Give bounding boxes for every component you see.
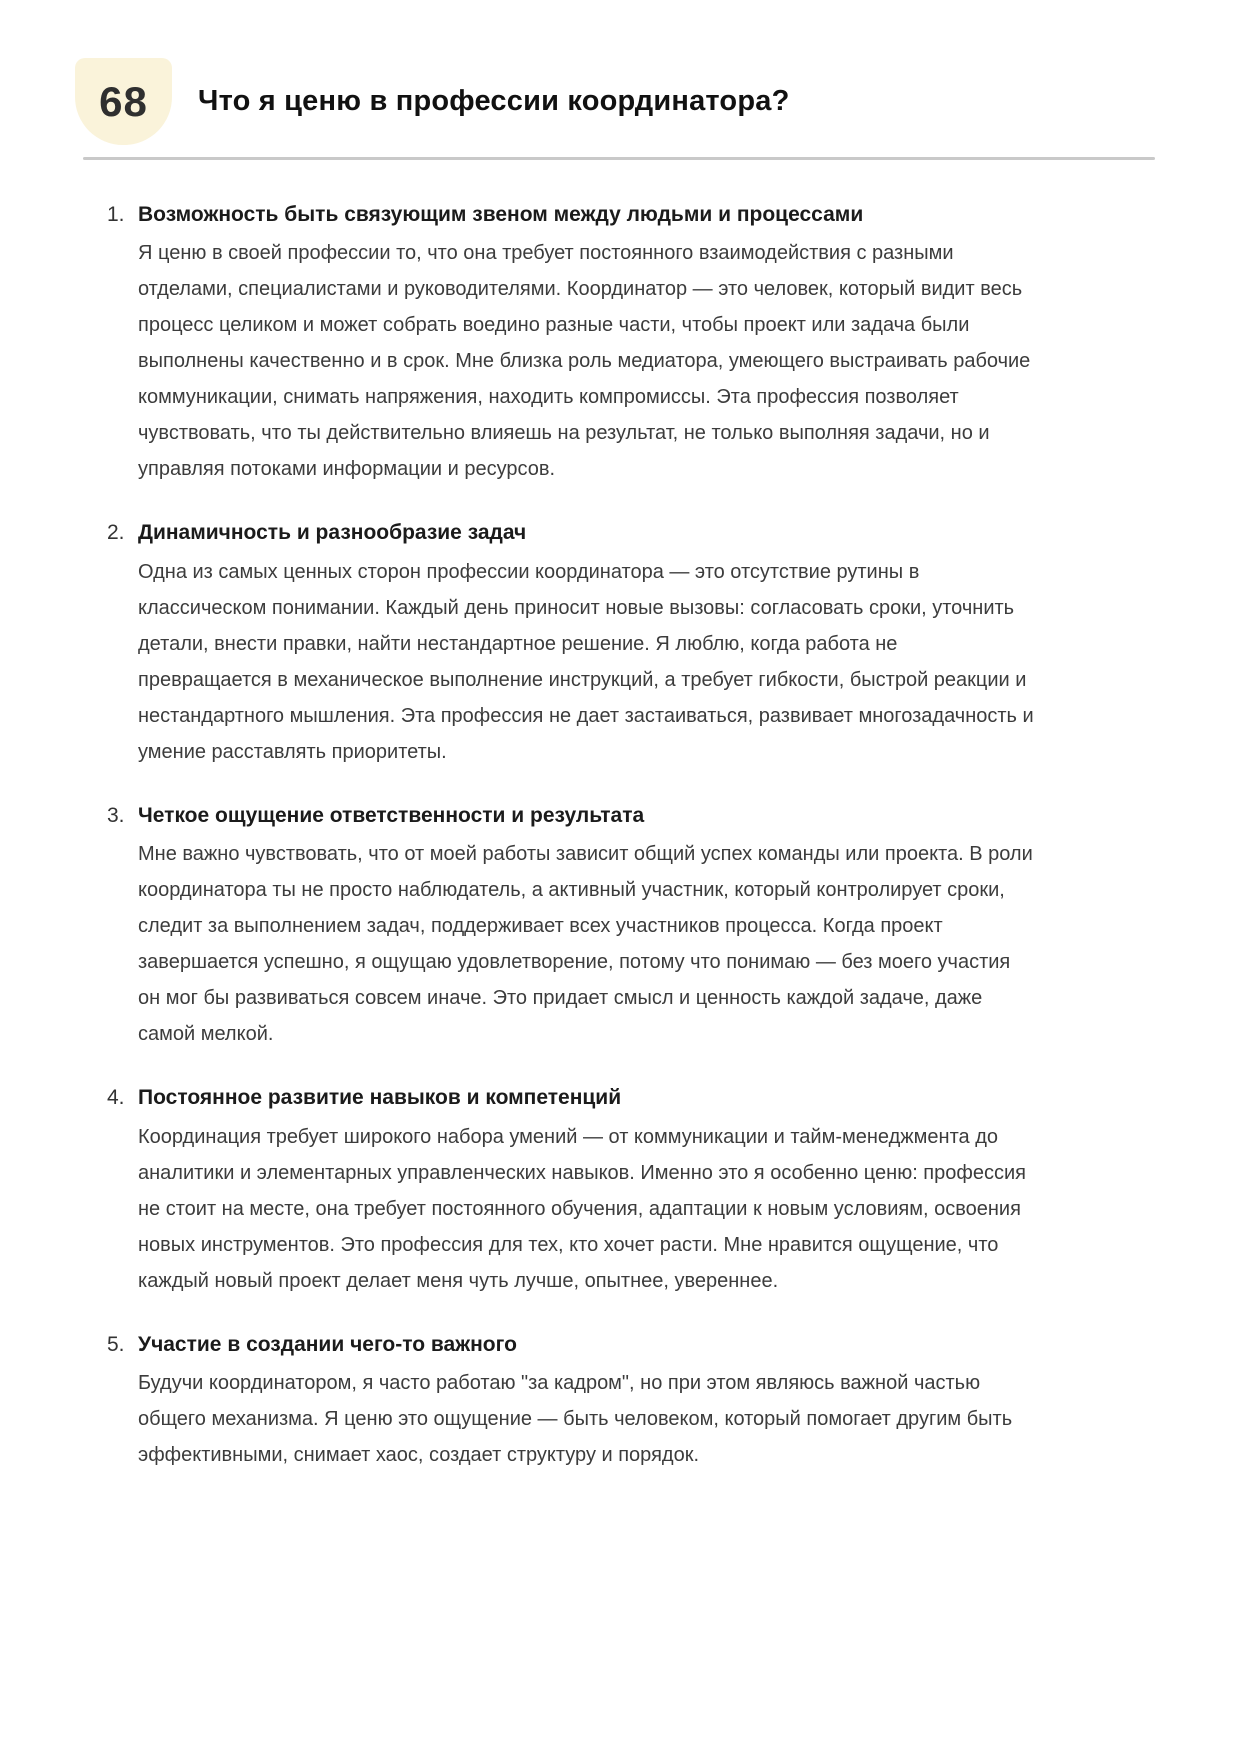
item-heading: Участие в создании чего-то важного bbox=[138, 1332, 517, 1356]
lesson-number-badge bbox=[75, 58, 172, 145]
item-number: 2. bbox=[107, 521, 125, 545]
item-number: 3. bbox=[107, 803, 125, 827]
list-item bbox=[107, 518, 1035, 769]
page-header bbox=[0, 0, 1239, 145]
header-divider bbox=[83, 157, 1155, 160]
item-body: Я ценю в своей профессии то, что она требует постоянного взаимодействия с разными отделами, специалистами и руководителями. Координатор — это человек, который видит весь процесс целиком и может собрать воедино разные части, чтобы проект или задача были выполнены качественно и в срок. Мне близка роль медиатора, умеющего выстраивать рабочие коммуникации, снимать напряжения, находить компромиссы. Эта профессия позволяет чувствовать, что ты действительно влияешь на результат, не только выполняя задачи, но и управляя потоками информации и ресурсов. bbox=[138, 242, 1031, 481]
list-item bbox=[107, 1330, 1035, 1473]
item-number: 1. bbox=[107, 203, 125, 226]
item-heading: Динамичность и разнообразие задач bbox=[138, 521, 527, 545]
item-body: Будучи координатором, я часто работаю "за кадром", но при этом являюсь важной частью общего механизма. Я ценю это ощущение — быть человеком, который помогает другим быть эффективными, снимает хаос, создает структуру и порядок. bbox=[138, 1372, 1013, 1467]
lesson-number: 68 bbox=[99, 77, 148, 125]
item-heading: Четкое ощущение ответственности и результата bbox=[138, 803, 645, 827]
item-number: 5. bbox=[107, 1332, 125, 1356]
list-item bbox=[107, 1083, 1035, 1298]
item-body: Координация требует широкого набора умений — от коммуникации и тайм-менеджмента до аналитики и элементарных управленческих навыков. Именно это я особенно ценю: профессия не стоит на месте, она требует постоянного обучения, адаптации к новым условиям, освоения новых инструментов. Это профессия для тех, кто хочет расти. Мне нравится ощущение, что каждый новый проект делает меня чуть лучше, опытнее, увереннее. bbox=[138, 1125, 1026, 1292]
content-list bbox=[107, 200, 1035, 1473]
item-heading: Возможность быть связующим звеном между людьми и процессами bbox=[138, 203, 864, 226]
list-item bbox=[107, 801, 1035, 1052]
list-item bbox=[107, 200, 1035, 487]
page-title: Что я ценю в профессии координатора? bbox=[198, 85, 790, 117]
item-number: 4. bbox=[107, 1086, 125, 1110]
item-body: Одна из самых ценных сторон профессии координатора — это отсутствие рутины в классическом понимании. Каждый день приносит новые вызовы: согласовать сроки, уточнить детали, внести правки, найти нестандартное решение. Я люблю, когда работа не превращается в механическое выполнение инструкций, а требует гибкости, быстрой реакции и нестандартного мышления. Эта профессия не дает застаиваться, развивает многозадачность и умение расставлять приоритеты. bbox=[138, 560, 1034, 763]
item-body: Мне важно чувствовать, что от моей работы зависит общий успех команды или проекта. В роли координатора ты не просто наблюдатель, а активный участник, который контролирует сроки, следит за выполнением задач, поддерживает всех участников процесса. Когда проект завершается успешно, я ощущаю удовлетворение, потому что понимаю — без моего участия он мог бы развиваться совсем иначе. Это придает смысл и ценность каждой задаче, даже самой мелкой. bbox=[138, 843, 1033, 1046]
item-heading: Постоянное развитие навыков и компетенций bbox=[138, 1086, 622, 1110]
